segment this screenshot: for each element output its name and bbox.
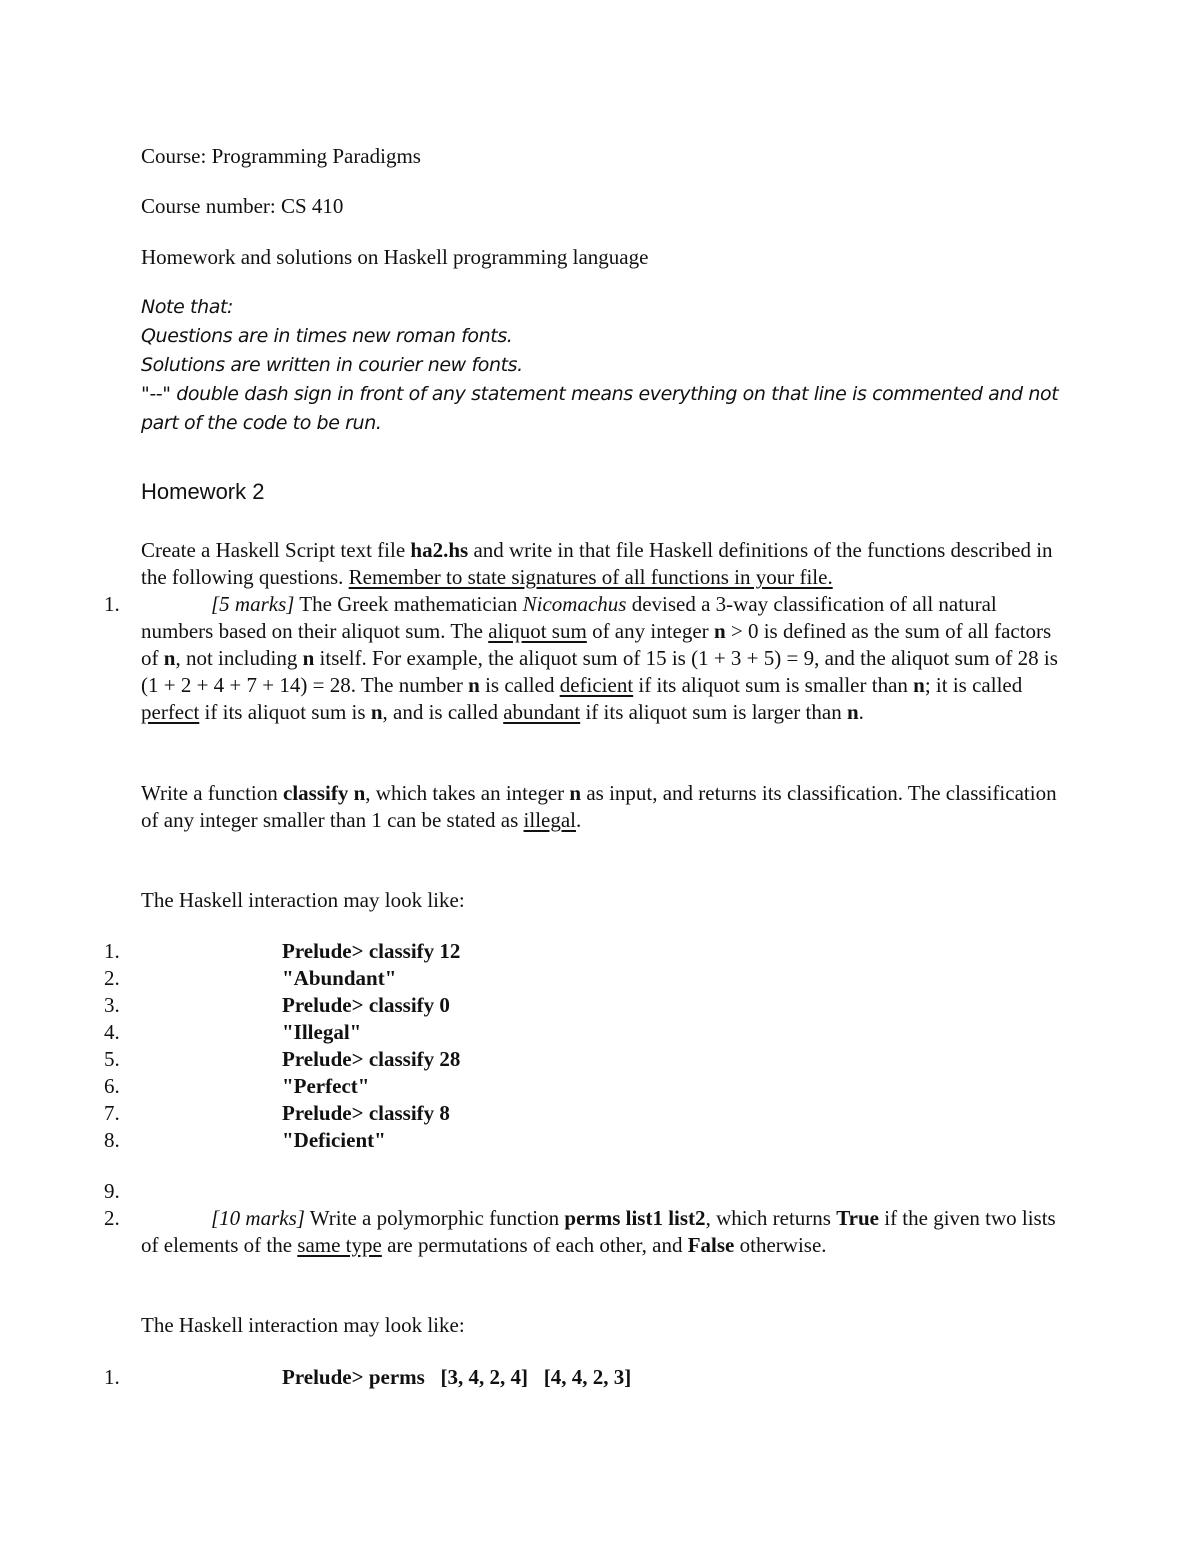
q1-interaction-label: The Haskell interaction may look like: <box>141 888 465 912</box>
note-line-1: Questions are in times new roman fonts. <box>141 325 513 347</box>
q2-interaction-label: The Haskell interaction may look like: <box>141 1313 465 1337</box>
note-block <box>141 293 1071 438</box>
code-line-number: 5. <box>104 1047 120 1071</box>
intro-paragraph <box>141 537 1071 591</box>
q2-marks: [10 marks] <box>211 1206 305 1230</box>
code-line-number: 3. <box>104 993 120 1017</box>
question-2-text: [10 marks] Write a polymorphic function perms list1 list2, which returns True if the given two lists of elements of the same type are permutations of each other, and False otherwise. <box>141 1206 1056 1257</box>
note-line-2: Solutions are written in courier new fonts. <box>141 354 523 376</box>
homework-title: Homework 2 <box>141 479 265 504</box>
question-1-task: Write a function classify n, which takes an integer n as input, and returns its classification. The classification of any integer smaller than 1 can be stated as illegal. <box>141 781 1057 832</box>
code-line-number: 1. <box>104 1365 120 1389</box>
note-line-3: "--" double dash sign in front of any statement means everything on that line is commented and not part of the code to be run. <box>141 383 1059 434</box>
perms-function: perms list1 list2 <box>564 1206 706 1230</box>
question-2-number: 2. <box>104 1206 120 1230</box>
code-line-number: 7. <box>104 1101 120 1125</box>
course-number: Course number: CS 410 <box>141 194 344 218</box>
code-line-number: 1. <box>104 939 120 963</box>
code-line: "Perfect" <box>282 1074 370 1098</box>
intro-text-2: and write in that file Haskell definitions of the functions described in the following questions. <box>141 538 1053 589</box>
file-name: ha2.hs <box>410 538 469 562</box>
code-line: "Abundant" <box>282 966 397 990</box>
deficient-term: deficient <box>559 673 634 697</box>
question-1-text: [5 marks] The Greek mathematician Nicomachus devised a 3-way classification of all natural numbers based on their aliquot sum. The aliquot sum of any integer n > 0 is defined as the sum of all factors of n, not including n itself. For example, the aliquot sum of 15 is (1 + 3 + 5) = 9, and the aliquot sum of 28 is (1 + 2 + 4 + 7 + 14) = 28. The number n is called deficient if its aliquot sum is smaller than n; it is called perfect if its aliquot sum is n, and is called abundant if its aliquot sum is larger than n. <box>141 592 1058 724</box>
q1-marks: [5 marks] <box>211 592 295 616</box>
code-line-number: 8. <box>104 1128 120 1152</box>
code-line: Prelude> perms [3, 4, 2, 4] [4, 4, 2, 3] <box>282 1365 632 1389</box>
illegal-term: illegal <box>523 808 577 832</box>
note-title: Note that: <box>141 296 234 318</box>
same-type-term: same type <box>297 1233 382 1257</box>
nicomachus: Nicomachus <box>522 592 627 616</box>
code-line: Prelude> classify 12 <box>282 939 461 963</box>
document-subtitle: Homework and solutions on Haskell programming language <box>141 245 649 269</box>
code-line-number: 4. <box>104 1020 120 1044</box>
extra-line-number: 9. <box>104 1179 120 1203</box>
perfect-term: perfect <box>141 700 200 724</box>
code-line: "Illegal" <box>282 1020 362 1044</box>
code-line-number: 2. <box>104 966 120 990</box>
code-line: "Deficient" <box>282 1128 386 1152</box>
code-line-number: 6. <box>104 1074 120 1098</box>
code-line: Prelude> classify 0 <box>282 993 450 1017</box>
abundant-term: abundant <box>503 700 581 724</box>
question-1-number: 1. <box>104 592 120 616</box>
course-title: Course: Programming Paradigms <box>141 144 421 168</box>
intro-text: Create a Haskell Script text file <box>141 538 411 562</box>
classify-function: classify n <box>283 781 366 805</box>
code-line: Prelude> classify 28 <box>282 1047 461 1071</box>
aliquot-sum-term: aliquot sum <box>488 619 587 643</box>
code-line: Prelude> classify 8 <box>282 1101 450 1125</box>
reminder-text: Remember to state signatures of all functions in your file. <box>348 565 833 589</box>
